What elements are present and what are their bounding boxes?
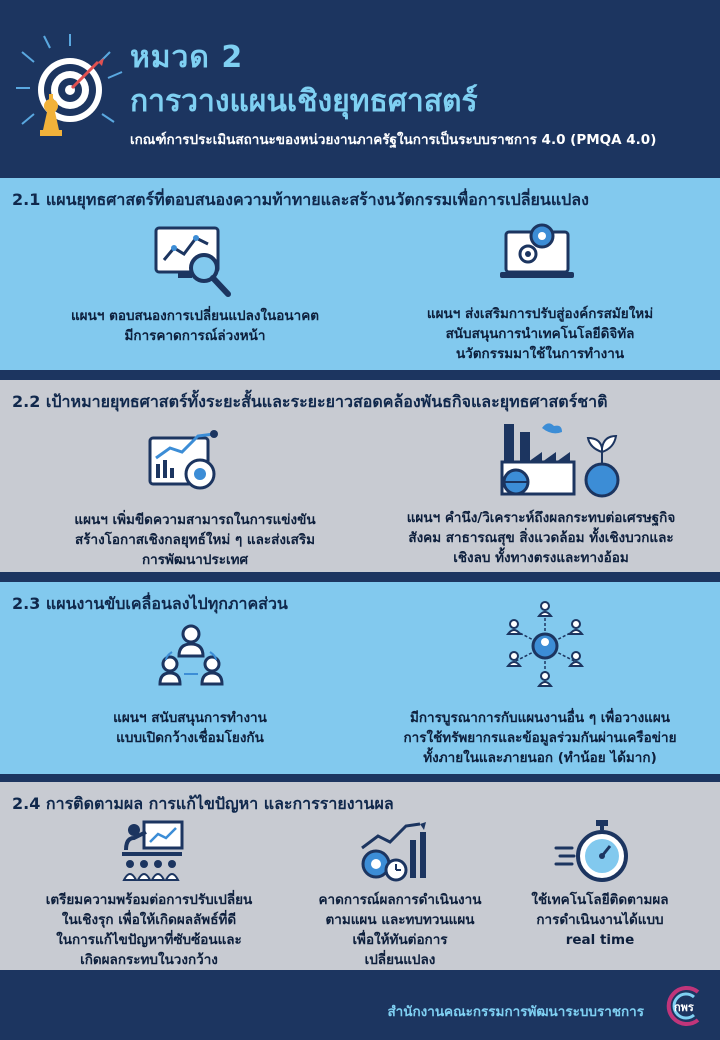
section-2-4 bbox=[0, 782, 720, 970]
item-text: เตรียมความพร้อมต่อการปรับเปลี่ยน ในเชิงรุก เพื่อให้เกิดผลลัพธ์ที่ดี ในการแก้ไขปัญหาที่ซับซ้อนและ เกิดผลกระทบในวงกว้าง bbox=[45, 892, 253, 968]
dashboard-chart-icon bbox=[148, 428, 224, 494]
target-chess-icon bbox=[14, 32, 126, 144]
analytics-magnifier-icon bbox=[152, 224, 234, 300]
presentation-icon bbox=[120, 820, 184, 882]
section-2-2 bbox=[0, 380, 720, 572]
footer bbox=[0, 970, 720, 1040]
factory-globe-icon bbox=[498, 418, 622, 500]
item-text: แผนฯ คำนึง/วิเคราะห์ถึงผลกระทบต่อเศรษฐกิจ สังคม สาธารณสุข สิ่งแวดล้อม ทั้งเชิงบวกและ เชิงลบ ทั้งทางตรงและทางอ้อม bbox=[406, 510, 676, 566]
network-people-icon bbox=[500, 600, 590, 694]
item-text: แผนฯ ส่งเสริมการปรับสู่องค์กรสมัยใหม่ สนับสนุนการนำเทคโนโลยีดิจิทัล นวัตกรรมมาใช้ในการทำงาน bbox=[426, 306, 654, 362]
section-title: 2.2 เป้าหมายยุทธศาสตร์ทั้งระยะสั้นและระยะยาวสอดคล้องพันธกิจและยุทธศาสตร์ชาติ bbox=[12, 392, 608, 411]
item-text: คาดการณ์ผลการดำเนินงาน ตามแผน และทบทวนแผน เพื่อให้ทันต่อการ เปลี่ยนแปลง bbox=[318, 892, 482, 968]
item-text: มีการบูรณาการกับแผนงานอื่น ๆ เพื่อวางแผน การใช้ทรัพยากรและข้อมูลร่วมกันผ่านเครือข่าย ทั้งภายในและภายนอก (ทำน้อย ได้มาก) bbox=[403, 710, 677, 766]
chapter-title: การวางแผนเชิงยุทธศาสตร์ bbox=[130, 84, 478, 119]
laptop-gear-icon bbox=[498, 216, 576, 286]
section-2-1 bbox=[0, 178, 720, 370]
item-text: แผนฯ เพิ่มขีดความสามารถในการแข่งขัน สร้างโอกาสเชิงกลยุทธ์ใหม่ ๆ และส่งเสริม การพัฒนาประเทศ bbox=[74, 512, 316, 568]
item-text: แผนฯ ตอบสนองการเปลี่ยนแปลงในอนาคต มีการคาดการณ์ล่วงหน้า bbox=[70, 308, 319, 344]
header bbox=[0, 0, 720, 178]
section-title: 2.1 แผนยุทธศาสตร์ที่ตอบสนองความท้าทายและสร้างนวัตกรรมเพื่อการเปลี่ยนแปลง bbox=[12, 190, 589, 209]
opdc-logo bbox=[662, 984, 708, 1028]
section-2-3 bbox=[0, 582, 720, 774]
chapter-subtitle: เกณฑ์การประเมินสถานะของหน่วยงานภาครัฐในการเป็นระบบราชการ 4.0 (PMQA 4.0) bbox=[130, 132, 657, 148]
item-text: แผนฯ สนับสนุนการทำงาน แบบเปิดกว้างเชื่อมโยงกัน bbox=[113, 710, 267, 746]
section-title: 2.3 แผนงานขับเคลื่อนลงไปทุกภาคส่วน bbox=[12, 594, 288, 613]
team-connect-icon bbox=[158, 622, 224, 686]
organization-name: สำนักงานคณะกรรมการพัฒนาระบบราชการ bbox=[387, 1004, 644, 1020]
chapter-number: หมวด 2 bbox=[130, 40, 244, 75]
item-text: ใช้เทคโนโลยีติดตามผล การดำเนินงานได้แบบ real time bbox=[531, 892, 669, 948]
svg-text:กพร: กพร bbox=[674, 1001, 694, 1014]
stopwatch-icon bbox=[552, 818, 628, 884]
section-title: 2.4 การติดตามผล การแก้ไขปัญหา และการรายงานผล bbox=[12, 794, 394, 813]
gear-growth-icon bbox=[358, 820, 430, 884]
